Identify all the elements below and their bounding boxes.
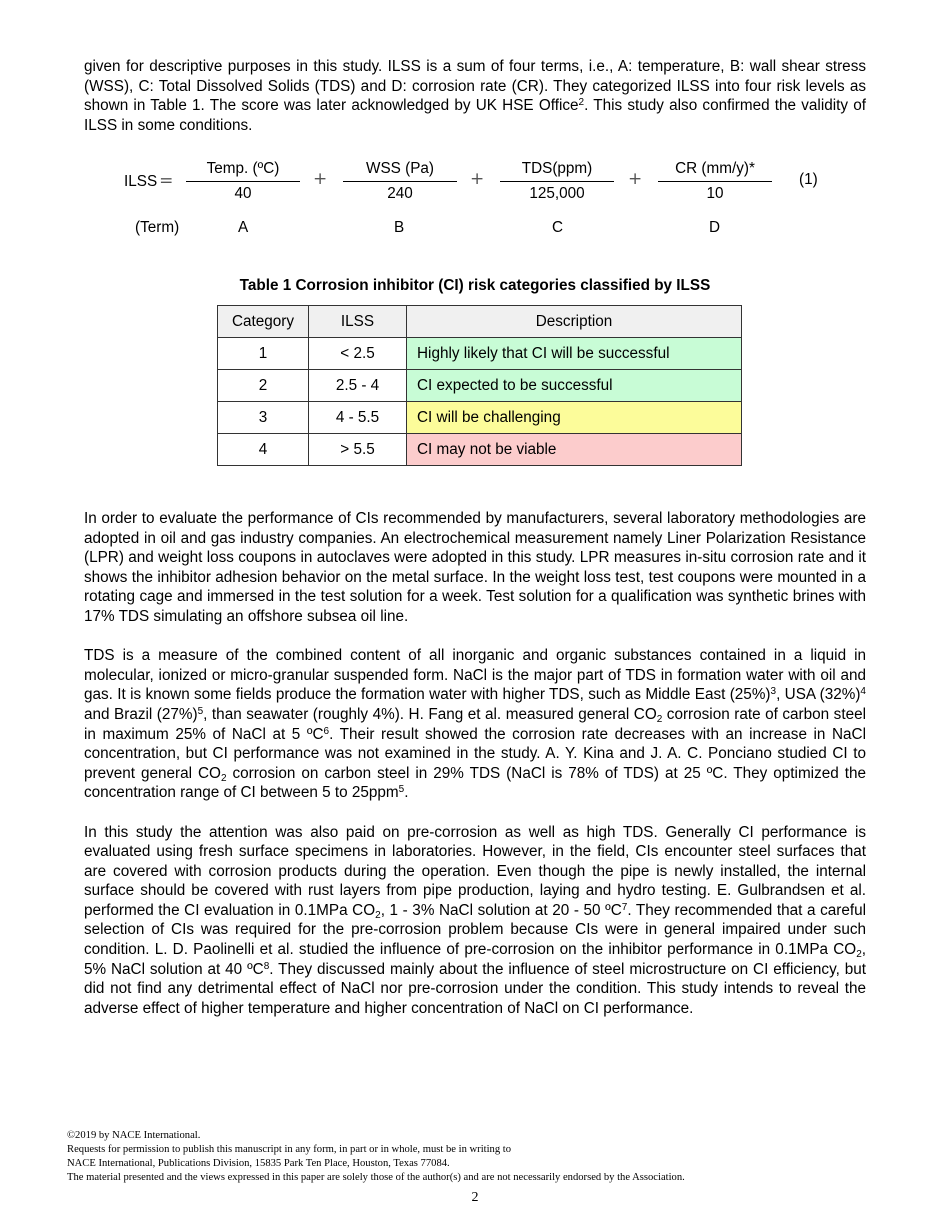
term-letter-d: D xyxy=(709,219,721,236)
term-c-denominator: 125,000 xyxy=(529,185,585,202)
table-row xyxy=(218,402,742,434)
copyright-footer xyxy=(67,1129,887,1185)
equation-lhs: ILSS = xyxy=(124,171,174,191)
ilss-equation xyxy=(84,157,866,247)
fraction-bar xyxy=(186,181,300,182)
cell-category: 1 xyxy=(218,338,309,370)
term-d-numerator: CR (mm/y)* xyxy=(675,160,755,177)
body-text xyxy=(84,509,866,1018)
table-row xyxy=(218,434,742,466)
header-description: Description xyxy=(407,306,742,338)
cell-category: 3 xyxy=(218,402,309,434)
equation-number: (1) xyxy=(799,171,818,188)
term-d-denominator: 10 xyxy=(706,185,724,202)
cell-description: CI expected to be successful xyxy=(407,370,742,402)
fraction-bar xyxy=(658,181,772,182)
footer-line: The material presented and the views expressed in this paper are solely those of the author(s) and are not necessarily endorsed by the Association. xyxy=(67,1172,685,1183)
term-a-numerator: Temp. (ºC) xyxy=(206,160,280,177)
table-row xyxy=(218,338,742,370)
paragraph-ci-methods: In order to evaluate the performance of CIs recommended by manufacturers, several laboratory methodologies are adopted in oil and gas industry companies. An electrochemical measurement namely Liner Polarization Resistance (LPR) and weight loss coupons in autoclaves were adopted in this study. LPR measures in-situ corrosion rate and it shows the inhibitor adhesion behavior on the metal surface. In the weight loss test, test coupons were mounted in a rotating cage and immersed in the test solution for a week. Test solution for a qualification was synthetic brines with 17% TDS simulating an offshore subsea oil line. xyxy=(84,510,866,625)
plus-sign: + xyxy=(628,169,643,189)
cell-ilss: 4 - 5.5 xyxy=(309,402,407,434)
footer-line: ©2019 by NACE International. xyxy=(67,1130,201,1141)
term-label: (Term) xyxy=(135,219,180,236)
plus-sign: + xyxy=(313,169,328,189)
term-letter-b: B xyxy=(394,219,405,236)
cell-ilss: < 2.5 xyxy=(309,338,407,370)
equation-term-a xyxy=(186,159,300,204)
term-letter-c: C xyxy=(552,219,564,236)
risk-table xyxy=(217,305,742,466)
term-a-denominator: 40 xyxy=(234,185,252,202)
equation-term-d xyxy=(658,159,772,204)
fraction-bar xyxy=(500,181,614,182)
page-number: 2 xyxy=(471,1190,479,1205)
footer-line: Requests for permission to publish this manuscript in any form, in part or in whole, must be in writing to xyxy=(67,1144,512,1155)
fraction-bar xyxy=(343,181,457,182)
cell-ilss: > 5.5 xyxy=(309,434,407,466)
cell-category: 4 xyxy=(218,434,309,466)
term-c-numerator: TDS(ppm) xyxy=(521,160,593,177)
term-b-numerator: WSS (Pa) xyxy=(366,160,434,177)
equation-term-b xyxy=(343,159,457,204)
cell-description: CI will be challenging xyxy=(407,402,742,434)
intro-paragraph: given for descriptive purposes in this study. ILSS is a sum of four terms, i.e., A: temperature, B: wall shear stress (WSS), C: Total Dissolved Solids (TDS) and D: corrosion rate (CR). They categorized ILSS into four risk levels as shown in Table 1. The score was later acknowledged by UK HSE Office$^2$. This study also confirmed the validity of ILSS in some conditions. xyxy=(84,58,867,134)
cell-ilss: 2.5 - 4 xyxy=(309,370,407,402)
page-content xyxy=(84,57,867,1017)
header-ilss: ILSS xyxy=(309,306,407,338)
cell-description: Highly likely that CI will be successful xyxy=(407,338,742,370)
paragraph-pre-corrosion: In this study the attention was also paid on pre-corrosion as well as high TDS. Generally CI performance is evaluated using fresh surface specimens in laboratories. However, in the field, CIs encounter steel surfaces that are covered with corrosion products during the operation. Even though the pipe is newly installed, the internal surface should be covered with rust layers from pipe production, laying and hydro testing. E. Gulbrandsen et al. performed the CI evaluation in 0.1MPa $CO_2$, 1 - 3% NaCl solution at 20 - 50 ºC$^7$. They recommended that a careful selection of CIs was required for the pre-corrosion problem because CIs were in general impaired under such condition. L. D. Paolinelli et al. studied the influence of pre-corrosion on the inhibitor performance in 0.1MPa $CO_2$, 5% NaCl solution at 40 ºC$^8$. They discussed mainly about the influence of steel microstructure on CI efficiency, but did not find any detrimental effect of NaCl nor pre-corrosion under the condition. This study intends to reveal the adverse effect of higher temperature and higher concentration of NaCl on CI performance. xyxy=(84,823,866,1017)
term-b-denominator: 240 xyxy=(387,185,413,202)
term-letter-a: A xyxy=(238,219,249,236)
table-header-row xyxy=(218,306,742,338)
table-row xyxy=(218,370,742,402)
equation-term-c xyxy=(500,159,614,204)
table-caption: Table 1 Corrosion inhibitor (CI) risk categories classified by ILSS xyxy=(239,277,711,294)
paragraph-tds: TDS is a measure of the combined content of all inorganic and organic substances contained in a liquid in molecular, ionized or micro-granular suspended form. NaCl is the major part of TDS in formation water with oil and gas. It is known some fields produce the formation water with higher TDS, such as Middle East $(25\%)^3$, USA $(32\%)^4$ and Brazil $(27\%)^5$, than seawater (roughly 4%). H. Fang et al. measured general $CO_2$ corrosion rate of carbon steel in maximum 25% of NaCl at 5 ºC$^6$. Their result showed the corrosion rate decreases with an increase in NaCl concentration, but CI performance was not examined in the study. A. Y. Kina and J. A. C. Ponciano studied CI to prevent general $CO_2$ corrosion on carbon steel in 29% TDS (NaCl is 78% of TDS) at 25 ºC. They optimized the concentration range of CI between 5 to 25ppm$^5$. xyxy=(84,647,867,802)
footer-line: NACE International, Publications Division, 15835 Park Ten Place, Houston, Texas 77084. xyxy=(67,1158,450,1169)
plus-sign: + xyxy=(470,169,485,189)
header-category: Category xyxy=(218,306,309,338)
cell-category: 2 xyxy=(218,370,309,402)
cell-description: CI may not be viable xyxy=(407,434,742,466)
